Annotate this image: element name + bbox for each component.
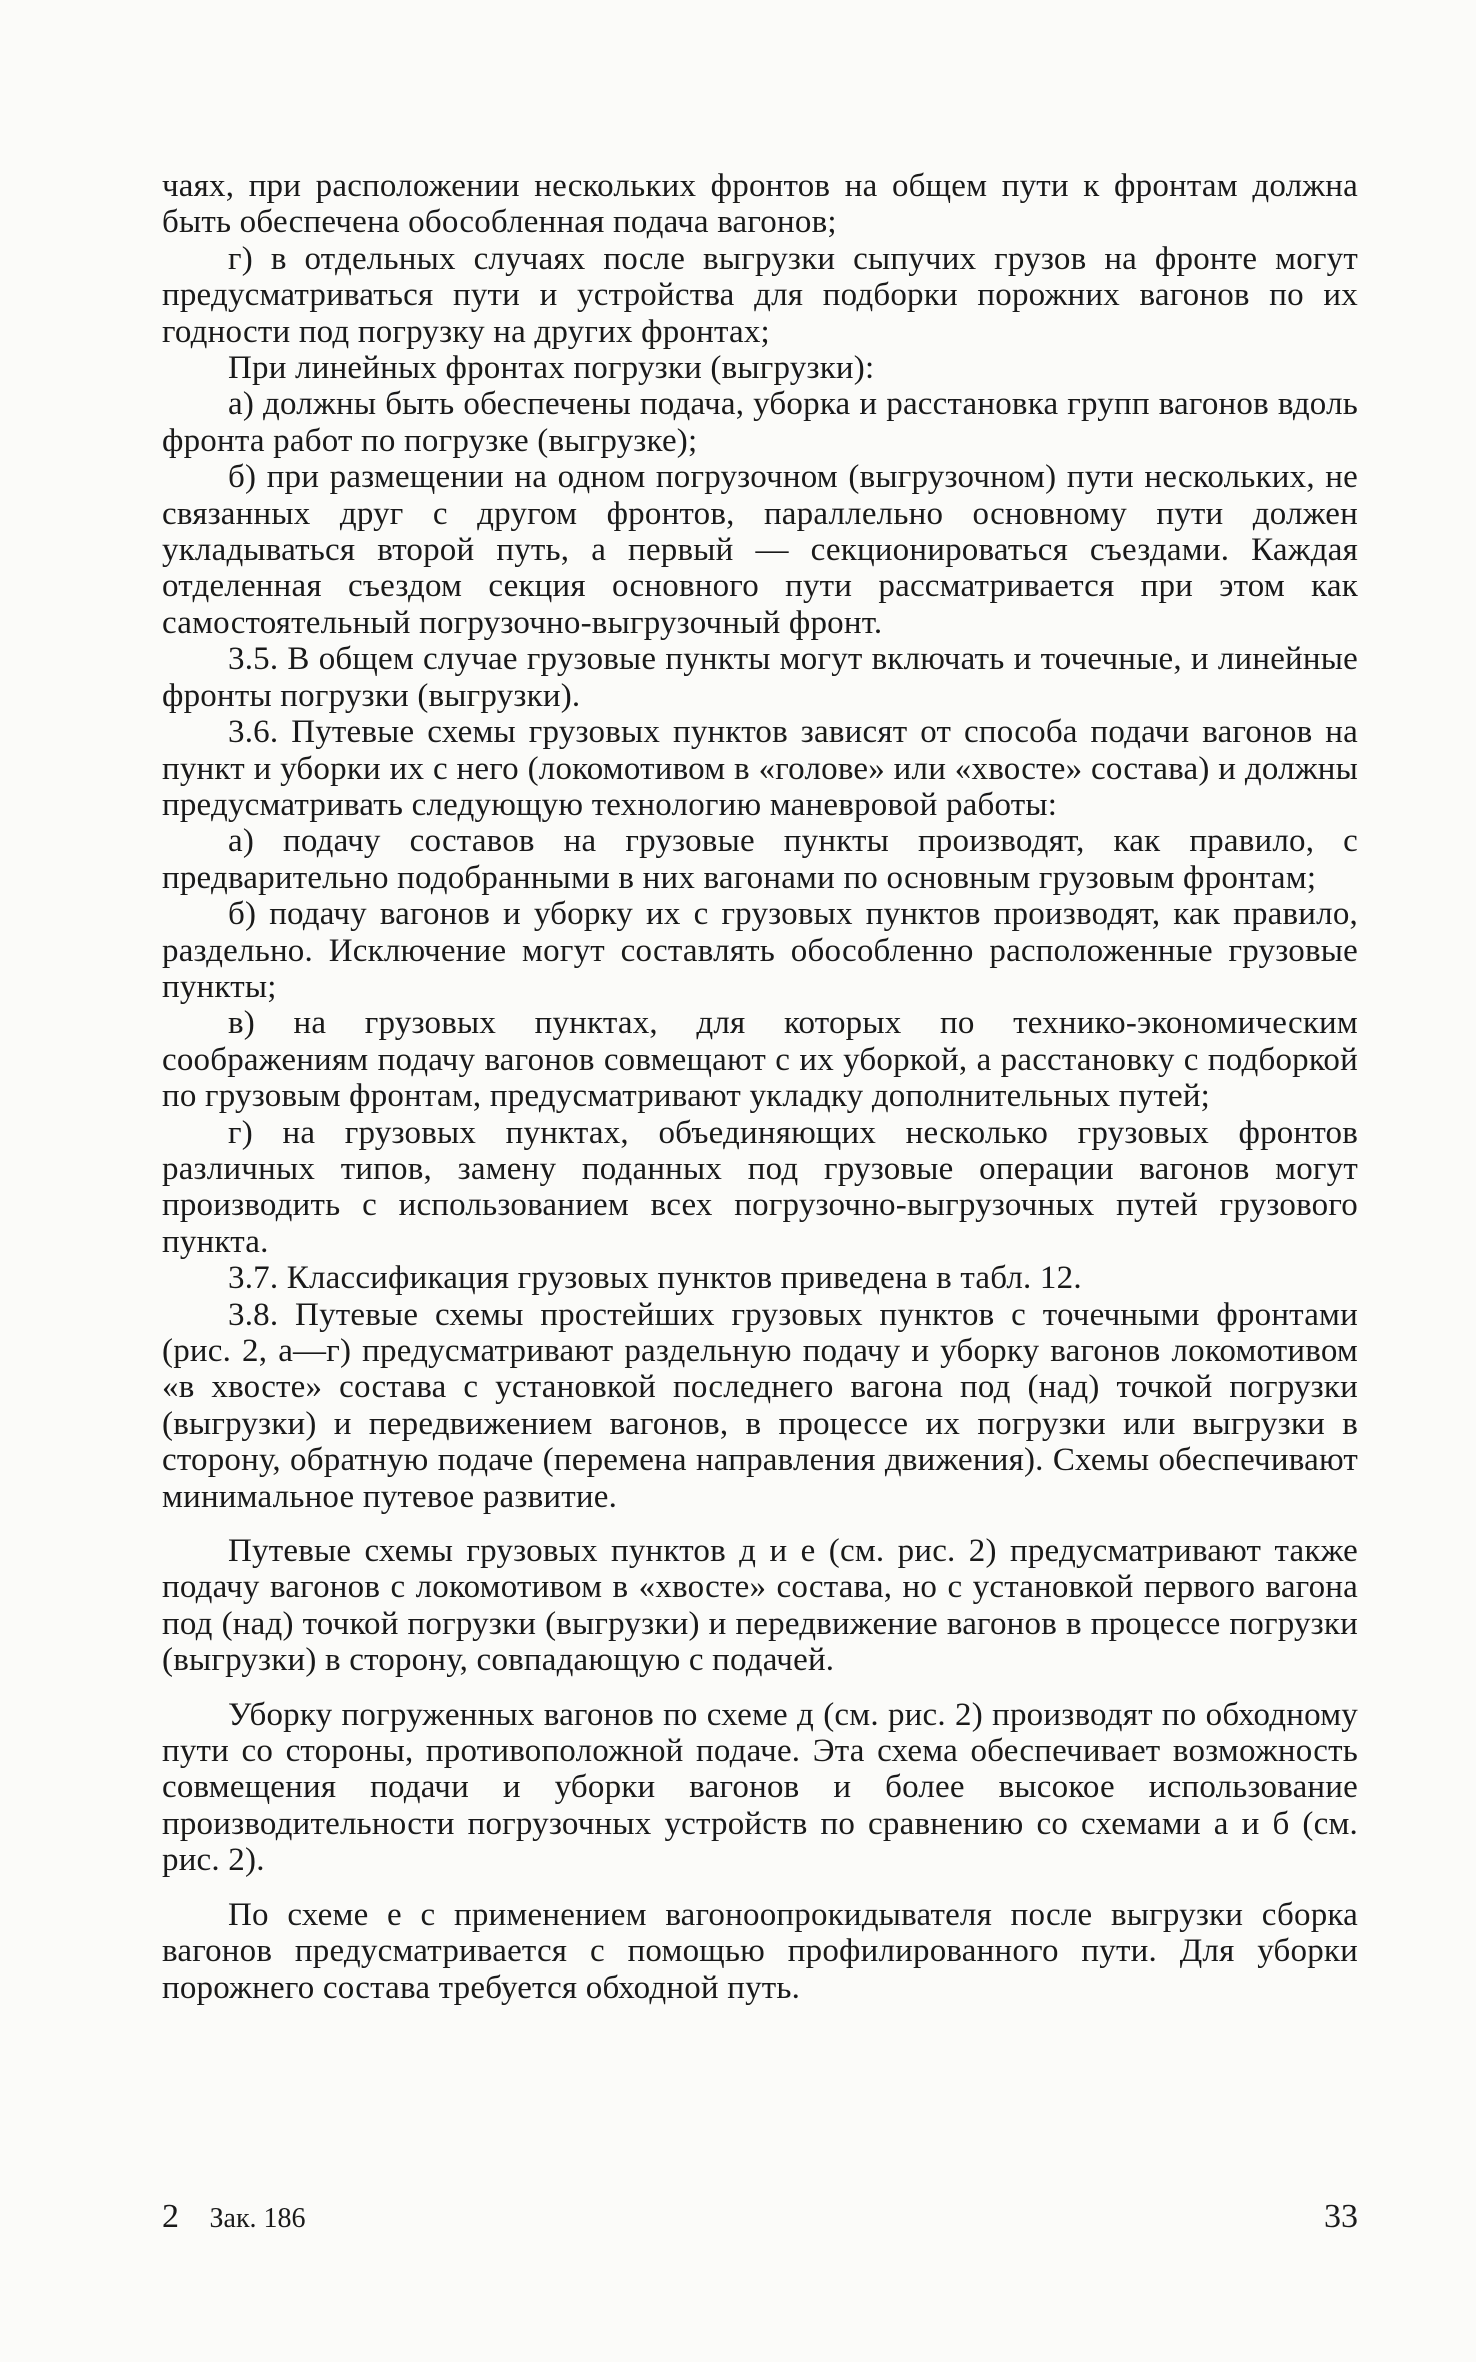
paragraph-item-g-supply: г) на грузовых пунктах, объединяющих несколько грузовых фронтов различных типов, замену поданных под грузовые операции вагонов могут производить с использованием всех погрузочно-выгрузочных путей грузового пункта.: [162, 1114, 1358, 1260]
paragraph-schemes-d-e: Путевые схемы грузовых пунктов д и е (см. рис. 2) предусматривают также подачу вагонов с локомотивом в «хвосте» состава, но с установкой первого вагона под (над) точкой погрузки (выгрузки) и передвижение вагонов в процессе погрузки (выгрузки) в сторону, совпадающую с подачей.: [162, 1533, 1358, 1679]
paragraph-section-3-7: 3.7. Классификация грузовых пунктов приведена в табл. 12.: [228, 1260, 1082, 1297]
page-footer: [162, 2198, 1358, 2246]
paragraph-item-g-unloading: г) в отдельных случаях после выгрузки сыпучих грузов на фронте могут предусматриваться пути и устройства для подборки порожних вагонов по их годности под погрузку на других фронтах;: [162, 240, 1358, 350]
paragraph-section-3-6: 3.6. Путевые схемы грузовых пунктов зависят от способа подачи вагонов на пункт и уборки их с него (локомотивом в «голове» или «хвосте» состава) и должны предусматривать следующую технологию маневровой работы:: [162, 714, 1358, 823]
paragraph-item-a-supply: а) подачу составов на грузовые пункты производят, как правило, с предварительно подобранными в них вагонами по основным грузовым фронтам;: [162, 823, 1358, 896]
paragraph-scheme-d-removal: Уборку погруженных вагонов по схеме д (см. рис. 2) производят по обходному пути со стороны, противоположной подаче. Эта схема обеспечивает возможность совмещения подачи и уборки вагонов и более высокое использование производительности погрузочных устройств по сравнению со схемами а и б (см. рис. 2).: [162, 1696, 1358, 1879]
printer-signature: [162, 2198, 306, 2236]
order-number: Зак. 186: [209, 2203, 306, 2234]
paragraph-item-b-linear: б) при размещении на одном погрузочном (выгрузочном) пути нескольких, не связанных друг с другом фронтов, параллельно основному пути должен укладываться второй путь, а первый — секционироваться съездами. Каждая отделенная съездом секция основного пути рассматривается при этом как самостоятельный погрузочно-выгрузочный фронт.: [162, 459, 1358, 641]
paragraph-linear-fronts-heading: При линейных фронтах погрузки (выгрузки):: [228, 350, 875, 387]
signature-number: 2: [162, 2198, 179, 2235]
paragraph-item-b-supply: б) подачу вагонов и уборку их с грузовых пунктов производят, как правило, раздельно. Исключение могут составлять обособленно расположенные грузовые пункты;: [162, 896, 1358, 1005]
paragraph-section-3-8: 3.8. Путевые схемы простейших грузовых пунктов с точечными фронтами (рис. 2, а—г) предусматривают раздельную подачу и уборку вагонов локомотивом «в хвосте» состава с установкой последнего вагона под (над) точкой погрузки (выгрузки) и передвижением вагонов, в процессе их погрузки или выгрузки в сторону, обратную подаче (перемена направления движения). Схемы обеспечивают минимальное путевое развитие.: [162, 1296, 1358, 1515]
page-number: 33: [1324, 2198, 1358, 2235]
paragraph-continuation: чаях, при расположении нескольких фронтов на общем пути к фронтам должна быть обеспечена обособленная подача вагонов;: [162, 168, 1358, 241]
paragraph-section-3-5: 3.5. В общем случае грузовые пункты могут включать и точечные, и линейные фронты погрузки (выгрузки).: [162, 641, 1358, 714]
paragraph-item-v-supply: в) на грузовых пунктах, для которых по технико-экономическим соображениям подачу вагонов совмещают с их уборкой, а расстановку с подборкой по грузовым фронтам, предусматривают укладку дополнительных путей;: [162, 1005, 1358, 1115]
body-text: [162, 168, 1358, 2006]
paragraph-scheme-e: По схеме е с применением вагоноопрокидывателя после выгрузки сборка вагонов предусматривается с помощью профилированного пути. Для уборки порожнего состава требуется обходной путь.: [162, 1896, 1358, 2006]
paragraph-item-a-linear: а) должны быть обеспечены подача, уборка и расстановка групп вагонов вдоль фронта работ по погрузке (выгрузке);: [162, 386, 1358, 459]
